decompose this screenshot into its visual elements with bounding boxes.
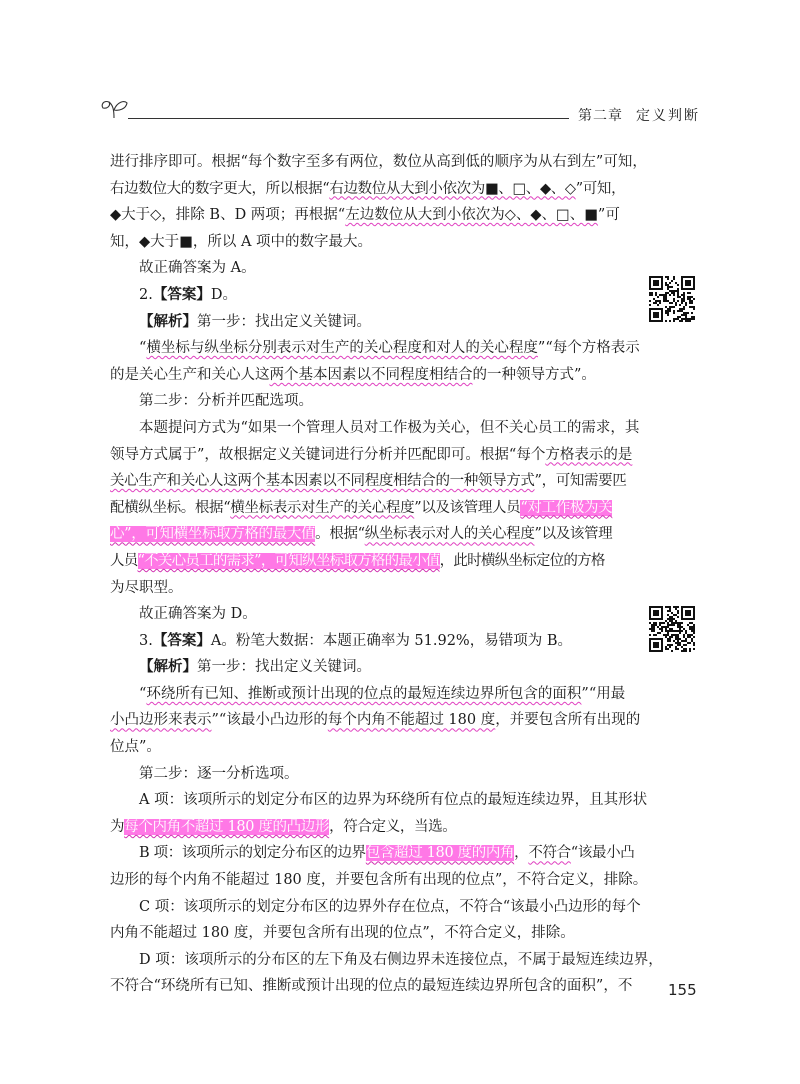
text-span: “ — [139, 340, 147, 357]
text-line — [110, 149, 647, 176]
text-line — [110, 442, 633, 469]
text-span: 边形的每个内角不能超过 180 度，并要包含所有出现的位点”，不符合定义，排除。 — [110, 872, 648, 889]
text-line — [110, 521, 626, 548]
text-span: 【解析】 — [139, 658, 197, 676]
text-span: 第一步：找出定义关键词。 — [197, 313, 371, 330]
text-line — [110, 867, 648, 894]
qr-code-icon[interactable] — [649, 606, 695, 652]
text-span: 3. — [139, 632, 153, 649]
underlined-text: 方格表示的是 — [545, 446, 633, 463]
text-span: 。根据“ — [315, 526, 365, 543]
header-rule — [128, 118, 569, 119]
text-span: “ — [139, 685, 147, 702]
text-span: ”“每个方格表示 — [537, 340, 640, 357]
underlined-text: 纵坐标表示对人的关心程度 — [364, 526, 535, 543]
underlined-text: 关心生产和关心人这两个基本因素以不同程度相结合的一种领导方式 — [110, 473, 535, 490]
underlined-text: 每个内角不能超过 180 度 — [327, 712, 496, 729]
text-span: 第二步：逐一分析选项。 — [139, 765, 299, 782]
text-span: 不符合“环绕所有已知、推断或预计出现的位点的最短连续边界所包含的面积”，不 — [110, 978, 633, 995]
text-line — [110, 707, 641, 734]
text-line — [110, 840, 635, 867]
text-span: 本题提问方式为“如果一个管理人员对工作极为关心，但不关心员工的需求，其 — [139, 419, 640, 436]
text-line — [110, 255, 626, 282]
text-span: ，并要包含所有出现的 — [495, 712, 641, 729]
text-line — [110, 920, 626, 947]
text-span: A 项：该项所示的划定分布区的边界为环绕所有位点的最短连续边界，且其形状 — [139, 792, 648, 809]
highlighted-text: “对工作极为关 — [520, 499, 613, 516]
text-span: ◆大于◇，排除 B、D 两项；再根据“ — [110, 207, 346, 224]
text-line — [110, 973, 633, 1000]
text-span: ， — [514, 845, 529, 862]
text-span: 的是关心生产和关心人这 — [110, 366, 270, 383]
text-span: ，此时横纵坐标定位的方格 — [439, 552, 605, 569]
highlighted-text: 每个内角不超过 180 度的凸边形 — [124, 818, 330, 835]
highlighted-text: “不关心员工的需求”，可知纵坐标取方格的最小值 — [137, 552, 440, 569]
text-span: D 项：该项所示的分布区的左下角及右侧边界未连接位点，不属于最短连续边界， — [139, 951, 663, 968]
text-span: 内角不能超过 180 度，并要包含所有出现的位点”，不符合定义，排除。 — [110, 925, 575, 942]
page-header — [0, 96, 800, 136]
chapter-title: 定义判断 — [636, 108, 700, 124]
text-line — [110, 495, 626, 522]
text-span: 为 — [110, 818, 125, 835]
text-line — [110, 681, 626, 708]
text-line — [110, 309, 626, 336]
text-span: 配横纵坐标。根据“ — [110, 499, 231, 516]
text-span: 的一种领导方式”。 — [472, 366, 596, 383]
text-span: ”以及该管理 — [534, 526, 613, 543]
text-line — [110, 335, 640, 362]
text-line — [110, 947, 663, 974]
underlined-text: 环绕所有已知、推断或预计出现的位点的最短连续边界所包含的面积 — [146, 685, 582, 702]
text-span: 知，◆大于■，所以 A 项中的数字最大。 — [110, 233, 373, 250]
text-line — [110, 415, 640, 442]
text-span: 人员 — [110, 552, 138, 569]
text-span: 进行排序即可。根据“每个数字至多有两位，数位从高到低的顺序为从右到左”可知， — [110, 154, 647, 170]
underlined-text: 右边数位从大到小依次为■、□、◆、◇ — [329, 180, 576, 197]
leaf-ornament-icon — [100, 96, 130, 120]
text-span: ”可知， — [575, 180, 626, 197]
text-span: “该最小凸 — [570, 845, 635, 862]
text-span: ”可 — [597, 207, 620, 224]
text-span: 2. — [139, 286, 153, 303]
underlined-text: 两个基本因素以不同程度相结合 — [269, 366, 473, 383]
text-line — [110, 787, 648, 814]
text-line — [110, 575, 626, 602]
underlined-text: 左边数位从大到小依次为◇、◆、□、■ — [345, 207, 598, 224]
highlighted-text: 心”，可知横坐标取方格的最大值 — [110, 526, 316, 543]
text-span: 位点”。 — [110, 739, 161, 756]
body-text — [110, 149, 663, 1000]
text-line — [110, 282, 626, 309]
text-span: 【解析】 — [139, 312, 197, 330]
underlined-text: 小凸边形来表示 — [110, 712, 212, 729]
text-line — [110, 628, 626, 655]
text-line — [110, 388, 626, 415]
text-line — [110, 468, 626, 495]
text-line — [110, 229, 626, 256]
text-line — [110, 734, 626, 761]
text-line — [110, 548, 626, 575]
text-span: 故正确答案为 A。 — [139, 260, 256, 277]
text-span: ”以及该管理人员 — [414, 499, 521, 516]
text-line — [110, 202, 626, 229]
text-line — [110, 362, 626, 389]
text-span: A。粉笔大数据：本题正确率为 51.92%，易错项为 B。 — [210, 632, 572, 649]
highlighted-text: 包含超过 180 度的内角 — [365, 845, 515, 862]
text-span: 故正确答案为 D。 — [139, 606, 257, 623]
text-span: ，符合定义，当选。 — [329, 818, 457, 835]
underlined-text: 不符合 — [528, 845, 571, 862]
text-line — [110, 761, 626, 788]
text-line — [110, 654, 626, 681]
text-line — [110, 176, 626, 203]
underlined-text: 横坐标与纵坐标分别表示对生产的关心程度和对人的关心程度 — [146, 340, 538, 357]
text-span: 第二步：分析并匹配选项。 — [139, 393, 313, 410]
text-span: B 项：该项所示的划定分布区的边界 — [139, 845, 366, 862]
text-span: ”，可知需要匹 — [534, 473, 627, 490]
text-line — [110, 894, 641, 921]
text-span: D。 — [210, 286, 237, 303]
qr-code-icon[interactable] — [649, 276, 695, 322]
text-span: ”“该最小凸边形的 — [211, 712, 328, 729]
underlined-text: 横坐标表示对生产的关心程度 — [230, 499, 415, 516]
text-span: 【答案】 — [152, 631, 211, 649]
page-number: 155 — [668, 981, 697, 999]
text-line — [110, 601, 626, 628]
text-span: ”“用最 — [581, 685, 626, 702]
text-line — [110, 814, 626, 841]
text-span: 领导方式属于”，故根据定义关键词进行分析并匹配即可。根据“每个 — [110, 446, 546, 463]
text-span: C 项：该项所示的划定分布区的边界外存在位点，不符合“该最小凸边形的每个 — [139, 898, 641, 915]
text-span: 为尽职型。 — [110, 579, 183, 596]
text-span: 【答案】 — [152, 285, 211, 303]
text-span: 右边数位大的数字更大，所以根据“ — [110, 180, 330, 197]
chapter-label: 第二章 — [578, 108, 623, 124]
text-span: 第一步：找出定义关键词。 — [197, 659, 371, 676]
